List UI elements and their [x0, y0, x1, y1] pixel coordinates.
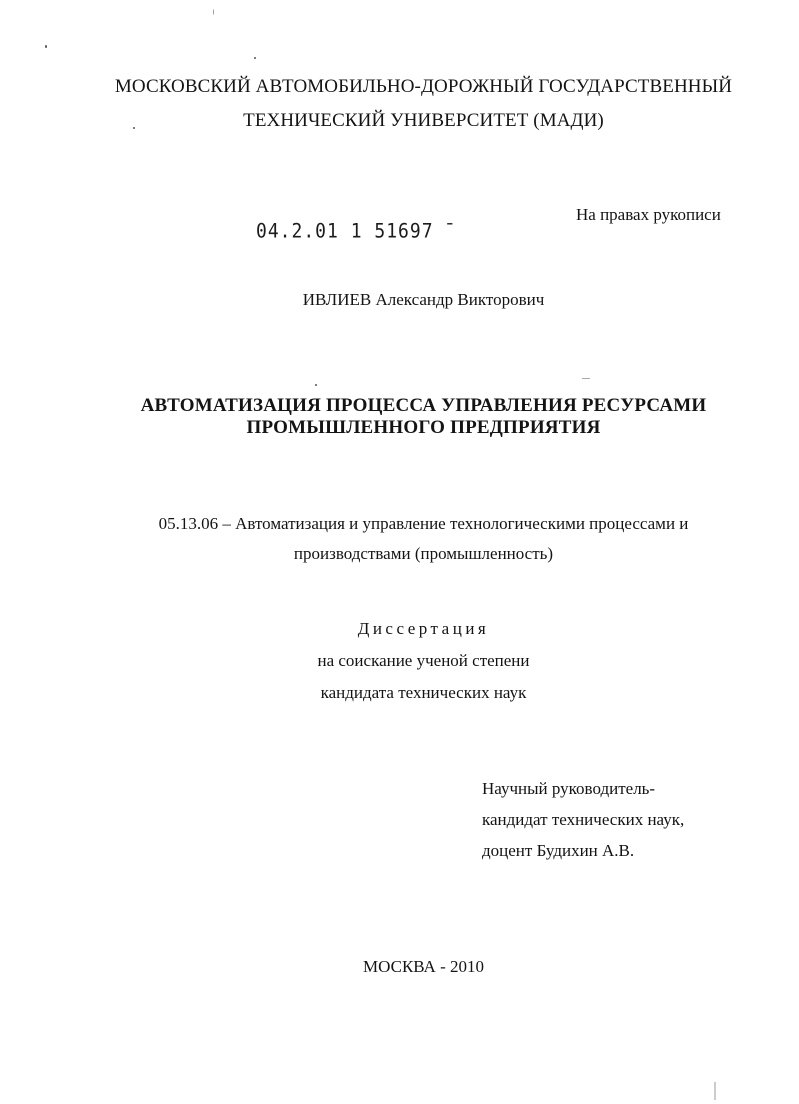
specialty-line-1: 05.13.06 – Автоматизация и управление технологическими процессами и — [158, 514, 689, 533]
scan-speck — [213, 9, 214, 15]
advisor-line-1: Научный руководитель- — [482, 779, 656, 798]
dissertation-title-line-2: ПРОМЫШЛЕННОГО ПРЕДПРИЯТИЯ — [246, 417, 601, 438]
university-name-line-1: МОСКОВСКИЙ АВТОМОБИЛЬНО-ДОРОЖНЫЙ ГОСУДАРСТВЕННЫЙ — [114, 76, 733, 97]
city-year: МОСКВА - 2010 — [363, 957, 484, 976]
scan-speck — [254, 57, 256, 59]
dissertation-title-line-1: АВТОМАТИЗАЦИЯ ПРОЦЕССА УПРАВЛЕНИЯ РЕСУРСАМИ — [140, 395, 707, 416]
rights-note: На правах рукописи — [576, 205, 721, 224]
registration-number: 04.2.01 1 51697 ̄ — [256, 219, 446, 244]
specialty-line-2: производствами (промышленность) — [293, 544, 554, 563]
scan-speck — [582, 378, 590, 379]
work-type: Диссертация — [357, 619, 490, 638]
degree-line-2: кандидата технических наук — [320, 683, 527, 702]
advisor-line-3: доцент Будихин А.В. — [482, 841, 635, 860]
scan-speck — [45, 45, 47, 48]
scan-speck — [315, 384, 317, 386]
university-name-line-2: ТЕХНИЧЕСКИЙ УНИВЕРСИТЕТ (МАДИ) — [243, 110, 604, 131]
author-name: ИВЛИЕВ Александр Викторович — [302, 290, 545, 309]
scan-speck — [714, 1082, 716, 1100]
degree-line-1: на соискание ученой степени — [317, 651, 530, 670]
advisor-line-2: кандидат технических наук, — [482, 810, 685, 829]
